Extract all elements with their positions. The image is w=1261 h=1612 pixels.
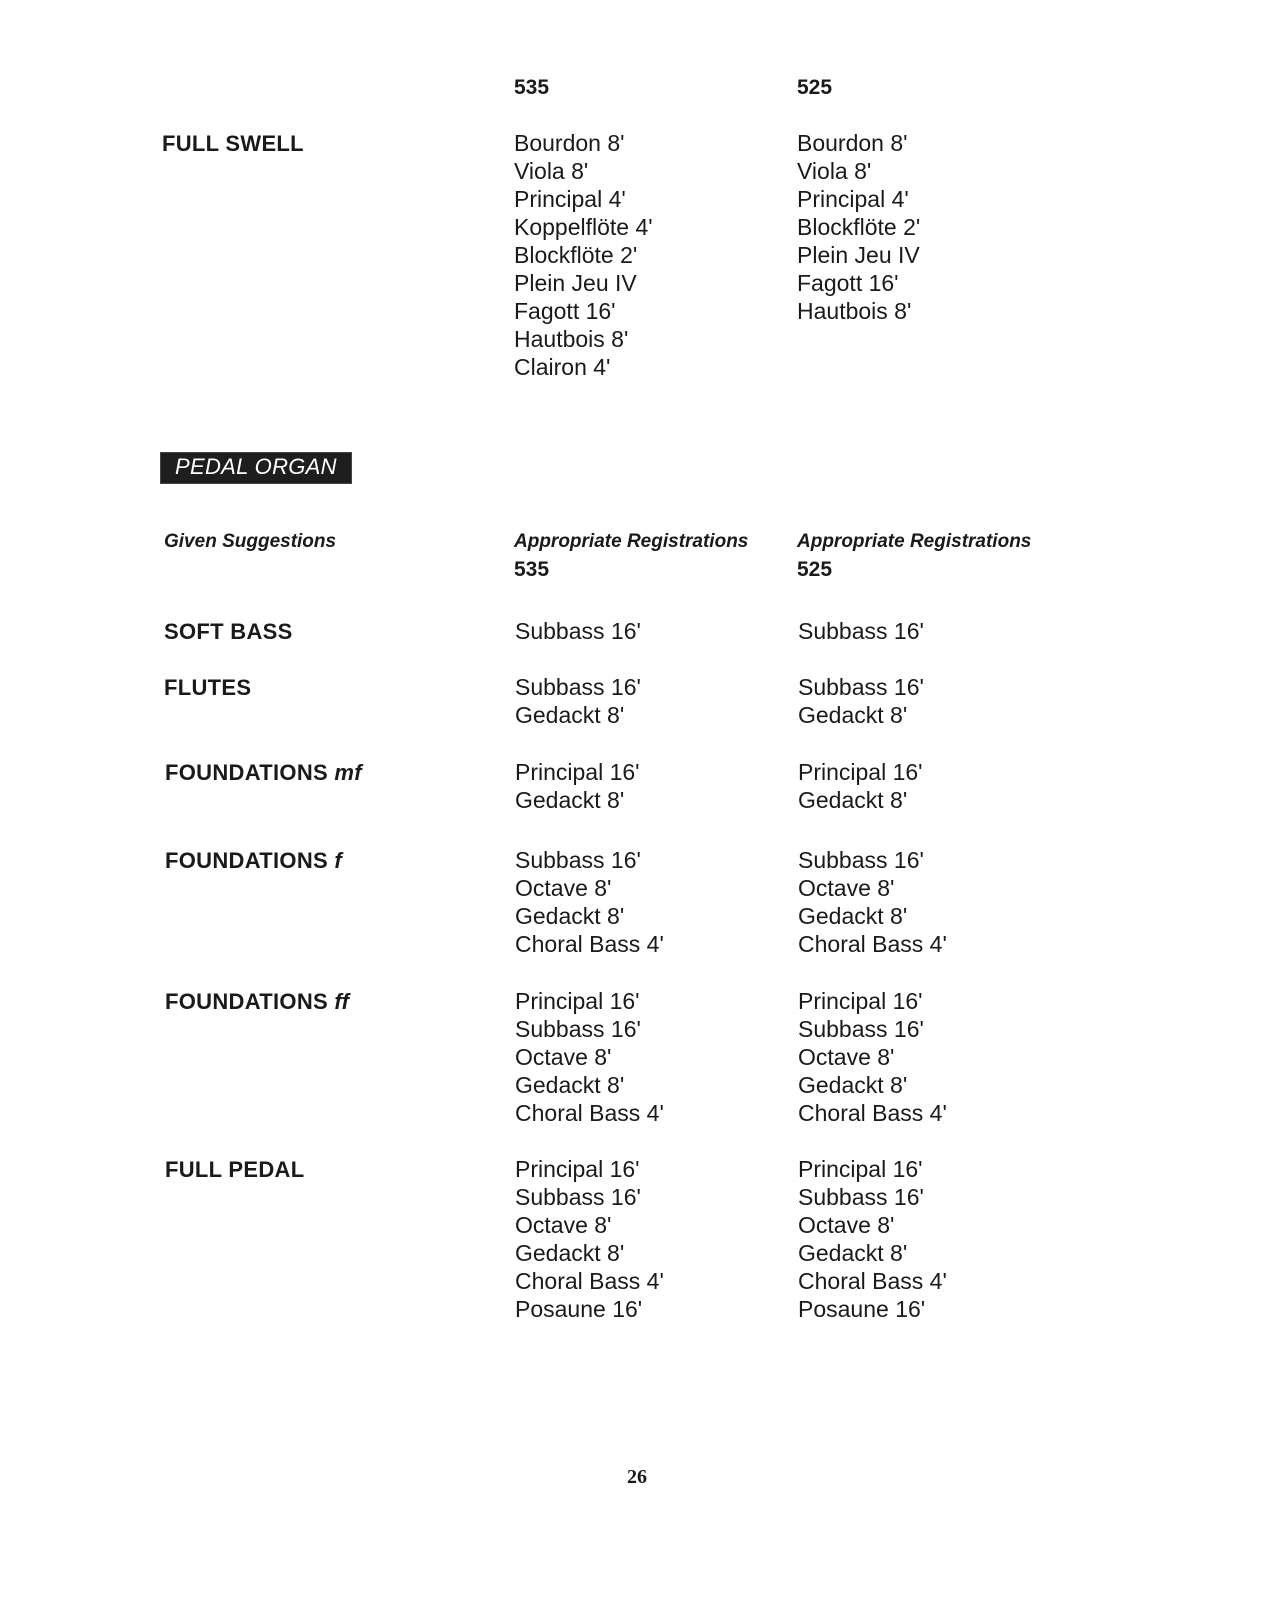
stop-item: Principal 16' <box>515 1156 640 1182</box>
stop-item: Choral Bass 4' <box>798 1100 947 1126</box>
column-heading-535: 535 <box>514 76 550 99</box>
stop-item: Principal 16' <box>515 759 640 785</box>
stop-item: Gedackt 8' <box>798 1072 908 1098</box>
pedal-row-label <box>165 989 349 1015</box>
pedal-stops-535 <box>515 846 664 958</box>
pedal-stops-525 <box>798 673 924 729</box>
stop-item: Clairon 4' <box>514 354 611 380</box>
full-swell-label: FULL SWELL <box>162 131 304 156</box>
stop-item: Principal 16' <box>515 988 640 1014</box>
pedal-row-label-text: FOUNDATIONS <box>165 989 328 1014</box>
page-number: 26 <box>627 1466 647 1488</box>
pedal-row-label <box>164 675 251 701</box>
appropriate-registrations-525-heading: Appropriate Registrations <box>797 531 1032 552</box>
stop-item: Gedackt 8' <box>798 787 908 813</box>
pedal-stops-535 <box>515 1155 664 1323</box>
pedal-column-number-535: 535 <box>514 558 550 581</box>
dynamic-marking: ff <box>334 989 350 1014</box>
pedal-stops-525 <box>798 1155 947 1323</box>
pedal-row-label <box>164 619 293 645</box>
stop-item: Subbass 16' <box>798 618 924 644</box>
stop-item: Hautbois 8' <box>514 326 629 352</box>
pedal-row-label <box>165 760 362 786</box>
pedal-stops-535 <box>515 758 640 814</box>
pedal-row-label <box>165 1157 304 1183</box>
pedal-stops-525 <box>798 617 924 645</box>
stop-item: Principal 4' <box>514 186 626 212</box>
stop-item: Gedackt 8' <box>515 787 625 813</box>
stop-item: Subbass 16' <box>798 1016 924 1042</box>
stop-item: Fagott 16' <box>797 270 899 296</box>
appropriate-registrations-535-heading: Appropriate Registrations <box>514 531 749 552</box>
stop-item: Posaune 16' <box>515 1296 643 1322</box>
stop-item: Subbass 16' <box>515 847 641 873</box>
stop-item: Subbass 16' <box>515 674 641 700</box>
stop-item: Gedackt 8' <box>515 1240 625 1266</box>
pedal-stops-525 <box>798 758 923 814</box>
pedal-stops-535 <box>515 617 641 645</box>
stop-item: Viola 8' <box>797 158 872 184</box>
stop-item: Principal 16' <box>798 988 923 1014</box>
stop-item: Principal 16' <box>798 1156 923 1182</box>
pedal-stops-525 <box>798 987 947 1127</box>
pedal-row-label-text: FLUTES <box>164 675 252 700</box>
pedal-row-label-text: SOFT BASS <box>164 619 293 644</box>
stop-item: Gedackt 8' <box>515 1072 625 1098</box>
stop-item: Subbass 16' <box>515 618 641 644</box>
stop-item: Plein Jeu IV <box>797 242 920 268</box>
stop-item: Octave 8' <box>515 1212 612 1238</box>
stop-item: Gedackt 8' <box>798 702 908 728</box>
pedal-row-label-text: FULL PEDAL <box>165 1157 305 1182</box>
pedal-column-number-525: 525 <box>797 558 833 581</box>
pedal-row-label <box>165 848 342 874</box>
stop-item: Choral Bass 4' <box>515 931 664 957</box>
stop-item: Plein Jeu IV <box>514 270 637 296</box>
stop-item: Octave 8' <box>798 1044 895 1070</box>
stop-item: Principal 4' <box>797 186 909 212</box>
stop-item: Octave 8' <box>515 1044 612 1070</box>
stop-item: Choral Bass 4' <box>515 1100 664 1126</box>
stop-item: Gedackt 8' <box>515 702 625 728</box>
stop-item: Subbass 16' <box>798 674 924 700</box>
stop-item: Hautbois 8' <box>797 298 912 324</box>
dynamic-marking: f <box>334 848 343 873</box>
pedal-stops-525 <box>798 846 947 958</box>
stop-item: Viola 8' <box>514 158 589 184</box>
stop-item: Posaune 16' <box>798 1296 926 1322</box>
stop-item: Choral Bass 4' <box>798 1268 947 1294</box>
pedal-row-label-text: FOUNDATIONS <box>165 760 328 785</box>
pedal-stops-535 <box>515 673 641 729</box>
stop-item: Octave 8' <box>798 1212 895 1238</box>
stop-item: Choral Bass 4' <box>515 1268 664 1294</box>
stop-item: Octave 8' <box>515 875 612 901</box>
stop-item: Bourdon 8' <box>514 130 625 156</box>
stop-item: Blockflöte 2' <box>797 214 921 240</box>
pedal-row-label-text: FOUNDATIONS <box>165 848 328 873</box>
stop-item: Fagott 16' <box>514 298 616 324</box>
pedal-stops-535 <box>515 987 664 1127</box>
stop-item: Bourdon 8' <box>797 130 908 156</box>
stop-item: Gedackt 8' <box>798 1240 908 1266</box>
pedal-organ-banner: PEDAL ORGAN <box>160 452 352 484</box>
stop-item: Choral Bass 4' <box>798 931 947 957</box>
dynamic-marking: mf <box>334 760 362 785</box>
stop-item: Subbass 16' <box>798 1184 924 1210</box>
stop-item: Subbass 16' <box>798 847 924 873</box>
stop-item: Octave 8' <box>798 875 895 901</box>
full-swell-stops-525 <box>797 129 920 325</box>
given-suggestions-heading: Given Suggestions <box>164 531 337 552</box>
full-swell-stops-535 <box>514 129 653 381</box>
stop-item: Subbass 16' <box>515 1016 641 1042</box>
stop-item: Principal 16' <box>798 759 923 785</box>
stop-item: Subbass 16' <box>515 1184 641 1210</box>
column-heading-525: 525 <box>797 76 833 99</box>
stop-item: Blockflöte 2' <box>514 242 638 268</box>
stop-item: Koppelflöte 4' <box>514 214 653 240</box>
stop-item: Gedackt 8' <box>515 903 625 929</box>
stop-item: Gedackt 8' <box>798 903 908 929</box>
